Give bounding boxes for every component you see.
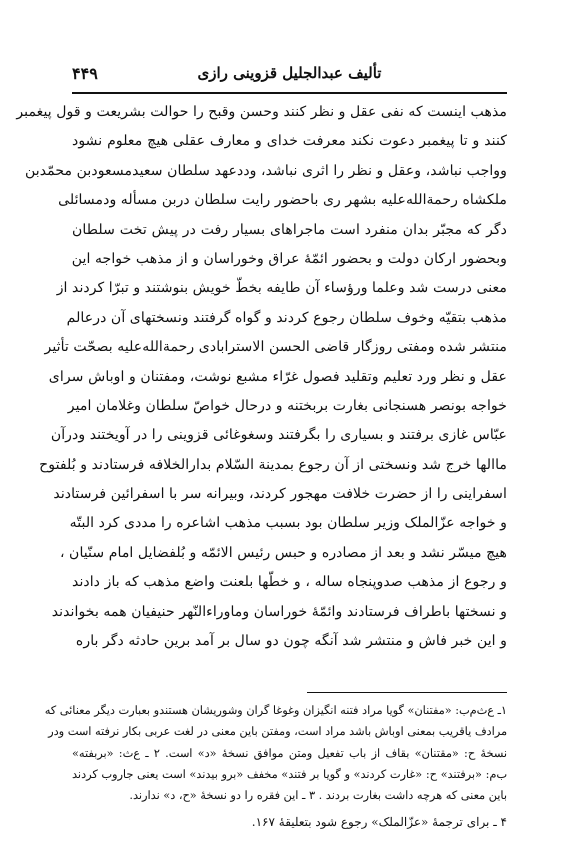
text-line: معنی درست شد وعلما ورؤساء آن طایفه بخطّ خویش بنوشتند و تبرّا کردند از xyxy=(56,280,507,297)
footnote-line: ۱ـ ع‌ث‌م‌ب: «مفتنان» گویا مراد فتنه انگیزان وغوغا گران وشوریشان هستندو بعبارت دیگر معنائی که xyxy=(44,704,507,717)
footnote-line: باین معنی که هرچه داشت بغارت بردند . ۳ ـ این فقره را دو نسخهٔ «ح، د» ندارند. xyxy=(129,789,507,803)
footnote-line: ۴ ـ برای ترجمهٔ «عزّالملک» رجوع شود بتعلیقهٔ ۱۶۷. xyxy=(251,815,507,830)
text-line: و نسختها باطراف فرستادند وائمّهٔ خوراسان وماوراءالنّهر حنیفیان همه بخواندند xyxy=(51,603,507,620)
text-line: اسفراینی را از حضرت خلافت مهجور کردند، وبیرانه سر با اسفرائین فرستادند xyxy=(53,486,507,503)
page-header xyxy=(72,62,507,90)
text-line: ماالها خرج شد ونسختی از آن رجوع بمدینة السّلام بدارالخلافه فرستادند و بُلفتوح xyxy=(39,456,507,473)
header-rule xyxy=(72,92,507,94)
footnotes xyxy=(44,700,507,834)
text-line: عقل و نظر ورد تعلیم وتقلید فصول غرّاء مشبع نوشت، ومفتنان و اوباش سرای xyxy=(48,368,507,385)
text-line: منتشر شده ومفتی روزگار قاضی الحسن الاسترابادی رحمةالله‌علیه بصحّت تأثیر xyxy=(44,339,507,356)
footnote-line: نسخهٔ ح: «مقتنان» بقاف از باب تفعیل ومتن موافق نسخهٔ «د» است. ۲ ـ ع‌ث: «بربفته» xyxy=(72,746,507,760)
footnote-rule xyxy=(307,692,507,693)
text-line: وبحضور ارکان دولت و بحضور ائمّهٔ عراق وخوراسان و از مذهب خواجه این xyxy=(71,250,507,267)
text-line: عبّاس غازی برفتند و بسیاری را بگرفتند وسغوغائی قزوینی را در آویختند ودرآن xyxy=(50,427,507,444)
main-text xyxy=(16,98,507,656)
page-number: ۴۴۹ xyxy=(72,64,98,83)
text-line: کنند و تا پیغمبر دعوت نکند معرفت خدای و معارف عقلی هیچ معلوم نشود xyxy=(72,133,507,150)
running-title: تألیف عبدالجلیل قزوینی رازی xyxy=(197,64,382,82)
text-line: و رجوع از مذهب صدوپنجاه ساله ، و خطّها بلعنت واضع مذهب که باز دادند xyxy=(72,574,507,591)
text-line: دگر که مجبّر بدان منفرد است ماجراهای بسیار رفت در پیش تخت سلطان xyxy=(72,221,507,238)
text-line: و خواجه عزّالملک وزیر سلطان بود بسبب مذهب اشاعره را مددی کرد البتّه xyxy=(69,515,507,532)
text-line: مذهب اینست که نفی عقل و نظر کنند وحسن وقبح را حوالت بشریعت و قول پیغمبر xyxy=(16,104,507,120)
text-line: هیچ میسّر نشد و بعد از مصادره و حبس رئیس الائمّه و بُلفضایل امام سنّیان ، xyxy=(59,544,507,561)
text-line: خواجه بونصر هسنجانی بغارت بربختنه و درحال خواصّ سلطان وغلامان امیر xyxy=(67,397,507,414)
text-line: مذهب بتقیّه وخوف سلطان رجوع کردند و گواه گرفتند ونسختهای آن درعالم xyxy=(66,309,507,326)
text-line: و این خبر فاش و منتشر شد آنگه چون دو سال بر آمد برین حادثه دگر باره xyxy=(75,633,507,650)
footnote-line: ب‌م: «برفتند» ح: «غارت کردند» و گویا بر فتند» مخفف «برو بیدند» است یعنی جاروب کردند xyxy=(72,767,507,781)
text-line: ملکشاه رحمةالله‌علیه بشهر ری باحضور رایت سلطان دربن مسأله ودمسائلی xyxy=(58,192,507,209)
footnote-line: مرادف یاقریب بمعنی اوباش باشد مراد است، ومفتن باین معنی در لغت عربی بکار نرفته است ودر xyxy=(48,725,507,739)
text-line: وواجب نباشد، وعقل و نظر را اثری نباشد، وددعهد سلطان سعیدمسعودبن محمّدبن xyxy=(24,162,507,179)
